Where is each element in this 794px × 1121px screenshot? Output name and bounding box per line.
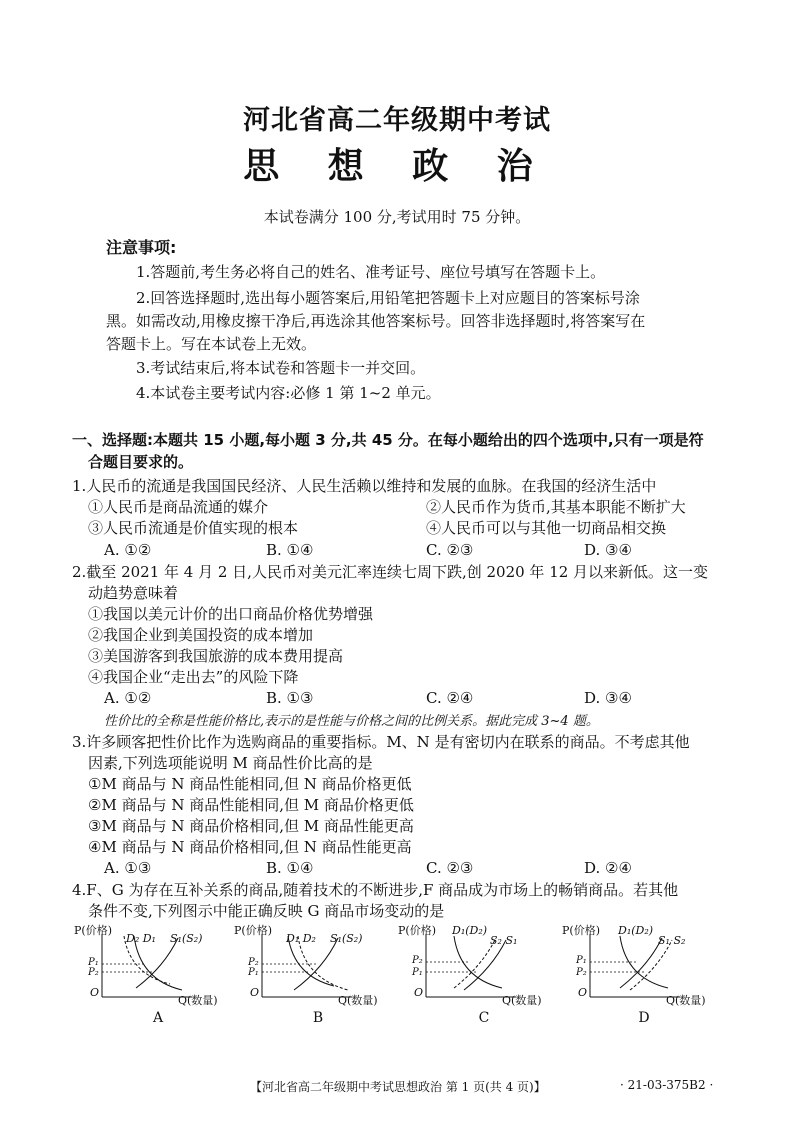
q2-option-a[interactable]: A. ①② — [104, 689, 152, 707]
q4-graph-b[interactable] — [234, 922, 378, 1026]
q3-statement: ③M 商品与 N 商品价格相同,但 M 商品性能更高 — [88, 817, 414, 835]
page-code: · 21-03-375B2 · — [620, 1078, 714, 1092]
origin-label: O — [414, 986, 424, 999]
q3-statement: ④M 商品与 N 商品价格相同,但 N 商品性能更高 — [88, 838, 412, 856]
notice-item: 答题卡上。写在本试卷上无效。 — [106, 335, 317, 353]
q2-statement: ②我国企业到美国投资的成本增加 — [88, 626, 314, 644]
x-axis-label: Q(数量) — [338, 994, 378, 1007]
q3-option-c[interactable]: C. ②③ — [426, 859, 474, 877]
graph-label: D — [638, 1010, 650, 1026]
q3-option-a[interactable]: A. ①③ — [104, 859, 152, 877]
q1-stem: 1.人民币的流通是我国国民经济、人民生活赖以维持和发展的血脉。在我国的经济生活中 — [72, 477, 657, 495]
q1-statement: ④人民币可以与其他一切商品相交换 — [426, 519, 667, 537]
price-label: P₁ — [88, 957, 99, 968]
graph-label: C — [478, 1010, 490, 1026]
demand-labels: D₂ D₁ — [126, 932, 156, 945]
q2-option-c[interactable]: C. ②④ — [426, 689, 474, 707]
price-label: P₂ — [248, 957, 259, 968]
price-label: P₁ — [576, 955, 587, 966]
q1-statement: ①人民币是商品流通的媒介 — [88, 498, 269, 516]
supply-labels: S₁ S₂ — [658, 934, 686, 947]
q1-statement: ②人民币作为货币,其基本职能不断扩大 — [426, 498, 686, 516]
q3-stem-cont: 因素,下列选项能说明 M 商品性价比高的是 — [88, 754, 373, 772]
q2-option-b[interactable]: B. ①③ — [266, 689, 314, 707]
notice-item: 3.考试结束后,将本试卷和答题卡一并交回。 — [136, 359, 426, 377]
supply-labels: S₂ S₁ — [490, 934, 518, 947]
q4-stem: 4.F、G 为存在互补关系的商品,随着技术的不断进步,F 商品成为市场上的畅销商品。若其他 — [72, 881, 679, 899]
page-footer: 【河北省高二年级期中考试思想政治 第 1 页(共 4 页)】 — [250, 1080, 546, 1094]
q4-stem-cont: 条件不变,下列图示中能正确反映 G 商品市场变动的是 — [88, 902, 445, 920]
demand-labels: D₁(D₂) — [452, 924, 488, 937]
q1-statement: ③人民币流通是价值实现的根本 — [88, 519, 299, 537]
notice-item: 1.答题前,考生务必将自己的姓名、准考证号、座位号填写在答题卡上。 — [136, 263, 606, 281]
q4-graph-d[interactable] — [562, 922, 706, 1026]
q3-stem: 3.许多顾客把性价比作为选购商品的重要指标。M、N 是有密切内在联系的商品。不考虑其他 — [72, 733, 690, 751]
q3-statement: ①M 商品与 N 商品性能相同,但 N 商品价格更低 — [88, 775, 412, 793]
q4-graph-a[interactable] — [74, 922, 218, 1026]
q2-statement: ④我国企业“走出去”的风险下降 — [88, 668, 299, 686]
q3-option-d[interactable]: D. ②④ — [584, 859, 632, 877]
y-axis-label: P(价格) — [234, 924, 272, 937]
x-axis-label: Q(数量) — [502, 994, 542, 1007]
price-label: P₁ — [248, 967, 259, 978]
q2-statement: ③美国游客到我国旅游的成本费用提高 — [88, 647, 344, 665]
supply-labels: S₁(S₂) — [170, 932, 203, 945]
demand-labels: D₁ D₂ — [286, 932, 316, 945]
q3-option-b[interactable]: B. ①④ — [266, 859, 314, 877]
origin-label: O — [578, 986, 588, 999]
q2-stem-cont: 动趋势意味着 — [88, 584, 179, 602]
q1-option-d[interactable]: D. ③④ — [584, 541, 632, 559]
q2-statement: ①我国以美元计价的出口商品价格优势增强 — [88, 605, 374, 623]
origin-label: O — [90, 986, 100, 999]
notice-item: 黑。如需改动,用橡皮擦干净后,再选涂其他答案标号。回答非选择题时,将答案写在 — [106, 312, 646, 330]
notice-heading: 注意事项: — [106, 238, 177, 257]
passage-note: 性价比的全称是性能价格比,表示的是性能与价格之间的比例关系。据此完成 3~4 题。 — [104, 714, 599, 729]
section-heading: 一、选择题:本题共 15 小题,每小题 3 分,共 45 分。在每小题给出的四个选项中,只有一项是符 — [72, 431, 704, 449]
notice-item: 4.本试卷主要考试内容:必修 1 第 1~2 单元。 — [136, 384, 441, 402]
exam-subtitle: 本试卷满分 100 分,考试用时 75 分钟。 — [263, 208, 531, 226]
supply-labels: S₁(S₂) — [330, 932, 363, 945]
graph-label: A — [152, 1010, 164, 1026]
y-axis-label: P(价格) — [74, 924, 112, 937]
q3-statement: ②M 商品与 N 商品性能相同,但 M 商品价格更低 — [88, 796, 414, 814]
x-axis-label: Q(数量) — [178, 994, 218, 1007]
y-axis-label: P(价格) — [398, 924, 436, 937]
exam-title: 河北省高二年级期中考试 — [243, 105, 551, 136]
subject-title: 思 想 政 治 — [243, 146, 551, 187]
price-label: P₂ — [88, 967, 99, 978]
y-axis-label: P(价格) — [562, 924, 600, 937]
price-label: P₂ — [412, 955, 423, 966]
q2-stem: 2.截至 2021 年 4 月 2 日,人民币对美元汇率连续七周下跌,创 2020 年 12 月以来新低。这一变 — [72, 563, 709, 581]
q1-option-a[interactable]: A. ①② — [104, 541, 152, 559]
x-axis-label: Q(数量) — [666, 994, 706, 1007]
q1-option-b[interactable]: B. ①④ — [266, 541, 314, 559]
price-label: P₂ — [576, 967, 587, 978]
origin-label: O — [250, 986, 260, 999]
demand-labels: D₁(D₂) — [618, 924, 654, 937]
q2-option-d[interactable]: D. ③④ — [584, 689, 632, 707]
graph-label: B — [312, 1010, 324, 1026]
price-label: P₁ — [412, 967, 423, 978]
q4-graph-c[interactable] — [398, 922, 542, 1026]
notice-item: 2.回答选择题时,选出每小题答案后,用铅笔把答题卡上对应题目的答案标号涂 — [136, 289, 640, 307]
section-heading-cont: 合题目要求的。 — [88, 453, 194, 471]
q1-option-c[interactable]: C. ②③ — [426, 541, 474, 559]
